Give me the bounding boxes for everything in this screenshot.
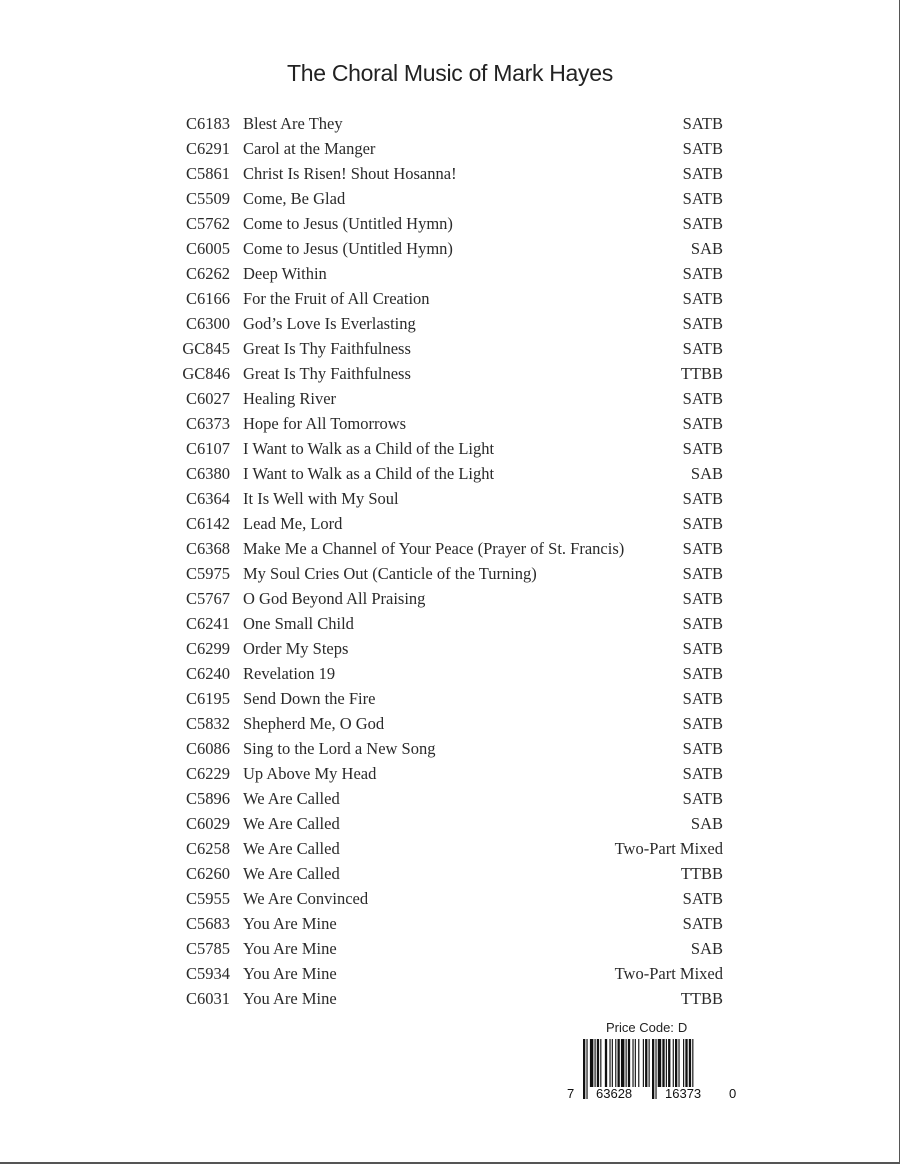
catalog-voicing: SATB (682, 439, 723, 458)
barcode-bar (685, 1039, 687, 1087)
barcode-bar (683, 1039, 684, 1087)
catalog-voicing: SAB (690, 239, 723, 258)
catalog-code: C5896 (185, 789, 230, 808)
catalog-voicing: SATB (682, 589, 723, 608)
catalog-voicing: SATB (682, 264, 723, 283)
barcode-bar (626, 1039, 627, 1087)
catalog-row (170, 736, 725, 761)
barcode-bar (668, 1039, 670, 1087)
catalog-code: C5785 (185, 939, 230, 958)
catalog-code: C6029 (185, 814, 230, 833)
catalog-code: C6183 (185, 114, 230, 133)
catalog-title: Great Is Thy Faithfulness (243, 339, 411, 358)
catalog-row (170, 936, 725, 961)
catalog-code: C6300 (185, 314, 230, 333)
price-code (606, 1020, 687, 1035)
catalog-code: C6373 (185, 414, 230, 433)
catalog-voicing: SATB (682, 189, 723, 208)
barcode-bar (632, 1039, 633, 1087)
catalog-voicing: SATB (682, 564, 723, 583)
catalog-title: I Want to Walk as a Child of the Light (243, 464, 495, 483)
barcode-bar (615, 1039, 616, 1087)
catalog-title: My Soul Cries Out (Canticle of the Turning) (243, 564, 537, 583)
catalog-title: Shepherd Me, O God (243, 714, 385, 733)
catalog-title: God’s Love Is Everlasting (243, 314, 416, 333)
barcode-bar (586, 1039, 587, 1099)
catalog-code: C6260 (185, 864, 230, 883)
catalog-title: Make Me a Channel of Your Peace (Prayer of St. Francis) (243, 539, 625, 558)
catalog-row (170, 886, 725, 911)
barcode-bar (643, 1039, 644, 1087)
catalog-title: Deep Within (243, 264, 327, 283)
catalog-title: I Want to Walk as a Child of the Light (243, 439, 495, 458)
barcode-bar (645, 1039, 647, 1087)
catalog-code: C6380 (185, 464, 230, 483)
barcode-bar (666, 1039, 667, 1087)
catalog-row (170, 836, 725, 861)
catalog-code: C6364 (185, 489, 230, 508)
catalog-voicing: SATB (682, 689, 723, 708)
catalog-voicing: SATB (682, 664, 723, 683)
catalog-row (170, 186, 725, 211)
catalog-title: Up Above My Head (243, 764, 377, 783)
catalog-code: C5767 (185, 589, 230, 608)
catalog-code: C6031 (185, 989, 230, 1008)
catalog-voicing: SATB (682, 764, 723, 783)
catalog-row (170, 986, 725, 1011)
barcode-bar (609, 1039, 610, 1087)
catalog-voicing: Two-Part Mixed (614, 964, 723, 983)
catalog-title: Revelation 19 (243, 664, 336, 683)
barcode-bar (692, 1039, 693, 1087)
catalog-code: C5934 (185, 964, 230, 983)
catalog-row (170, 661, 725, 686)
catalog-code: C6195 (185, 689, 230, 708)
catalog-title: Come to Jesus (Untitled Hymn) (243, 239, 453, 258)
catalog-code: C5509 (185, 189, 230, 208)
barcode-first-digit: 7 (567, 1086, 575, 1101)
catalog-voicing: SATB (682, 164, 723, 183)
catalog-voicing: SATB (682, 514, 723, 533)
catalog-voicing: SATB (682, 214, 723, 233)
catalog-row (170, 386, 725, 411)
catalog-voicing: SATB (682, 789, 723, 808)
barcode-left-group: 63628 (596, 1086, 633, 1101)
catalog-title: It Is Well with My Soul (243, 489, 399, 508)
catalog-title: Great Is Thy Faithfulness (243, 364, 411, 383)
catalog-row (170, 111, 725, 136)
price-code-value: D (677, 1020, 688, 1035)
catalog-row (170, 761, 725, 786)
catalog-voicing: SATB (682, 539, 723, 558)
catalog-code: C6291 (185, 139, 230, 158)
price-code-label: Price Code: (606, 1020, 674, 1035)
catalog-row (170, 511, 725, 536)
catalog-row (170, 436, 725, 461)
catalog-code: C6241 (185, 614, 230, 633)
catalog-code: C5762 (185, 214, 230, 233)
catalog-title: Come, Be Glad (243, 189, 346, 208)
catalog-code: C6240 (185, 664, 230, 683)
barcode-bar (655, 1039, 656, 1099)
catalog-code: C5832 (185, 714, 230, 733)
catalog-code: C5861 (185, 164, 230, 183)
catalog-voicing: TTBB (680, 864, 723, 883)
barcode-bar (618, 1039, 620, 1087)
catalog-row (170, 561, 725, 586)
catalog-code: C6166 (185, 289, 230, 308)
barcode-right-group: 16373 (665, 1086, 702, 1101)
catalog-code: C5975 (185, 564, 230, 583)
catalog-title: Lead Me, Lord (243, 514, 343, 533)
barcode-bar (658, 1039, 661, 1087)
catalog-list (170, 111, 725, 1011)
barcode-bar (678, 1039, 679, 1087)
catalog-row (170, 411, 725, 436)
barcode-bar (675, 1039, 677, 1087)
catalog-code: C6005 (185, 239, 230, 258)
catalog-voicing: SATB (682, 289, 723, 308)
catalog-voicing: SATB (682, 414, 723, 433)
barcode-check-digit: 0 (729, 1086, 737, 1101)
catalog-row (170, 461, 725, 486)
catalog-title: We Are Called (243, 814, 340, 833)
catalog-row (170, 336, 725, 361)
catalog-row (170, 486, 725, 511)
catalog-code: C6107 (185, 439, 230, 458)
page-title: The Choral Music of Mark Hayes (287, 60, 613, 86)
barcode-bar (600, 1039, 601, 1087)
catalog-voicing: SAB (690, 464, 723, 483)
catalog-title: We Are Convinced (243, 889, 369, 908)
catalog-title: You Are Mine (243, 989, 337, 1008)
catalog-row (170, 536, 725, 561)
barcode-bar (652, 1039, 654, 1099)
catalog-code: C6229 (185, 764, 230, 783)
barcode-bar (649, 1039, 650, 1087)
catalog-code: C5955 (185, 889, 230, 908)
catalog-title: Sing to the Lord a New Song (243, 739, 436, 758)
catalog-code: C6027 (185, 389, 230, 408)
barcode-bar (597, 1039, 599, 1087)
catalog-row (170, 911, 725, 936)
catalog-title: Hope for All Tomorrows (243, 414, 407, 433)
catalog-title: You Are Mine (243, 939, 337, 958)
catalog-row (170, 311, 725, 336)
catalog-row (170, 811, 725, 836)
catalog-code: C6142 (185, 514, 230, 533)
barcode-bar (621, 1039, 624, 1087)
catalog-voicing: SATB (682, 339, 723, 358)
barcode-bar (605, 1039, 607, 1087)
catalog-code: C6262 (185, 264, 230, 283)
barcode-bar (638, 1039, 639, 1087)
catalog-title: One Small Child (243, 614, 354, 633)
catalog-voicing: SATB (682, 114, 723, 133)
catalog-title: Christ Is Risen! Shout Hosanna! (243, 164, 457, 183)
barcode-bar (635, 1039, 636, 1087)
barcode-bar (689, 1039, 691, 1087)
catalog-voicing: Two-Part Mixed (614, 839, 723, 858)
catalog-code: C5683 (185, 914, 230, 933)
catalog-title: We Are Called (243, 839, 340, 858)
catalog-title: You Are Mine (243, 964, 337, 983)
catalog-code: GC846 (182, 364, 230, 383)
catalog-row (170, 361, 725, 386)
catalog-code: C6299 (185, 639, 230, 658)
barcode-bar (595, 1039, 596, 1087)
catalog-voicing: SAB (690, 814, 723, 833)
catalog-title: For the Fruit of All Creation (243, 289, 430, 308)
catalog-title: Send Down the Fire (243, 689, 376, 708)
catalog-title: Blest Are They (243, 114, 343, 133)
barcode-bar (612, 1039, 613, 1087)
catalog-title: Carol at the Manger (243, 139, 376, 158)
catalog-voicing: SATB (682, 489, 723, 508)
catalog-code: C6258 (185, 839, 230, 858)
catalog-row (170, 286, 725, 311)
catalog-title: O God Beyond All Praising (243, 589, 426, 608)
catalog-voicing: SAB (690, 939, 723, 958)
catalog-row (170, 161, 725, 186)
catalog-voicing: SATB (682, 614, 723, 633)
catalog-row (170, 586, 725, 611)
catalog-row (170, 261, 725, 286)
catalog-code: C6086 (185, 739, 230, 758)
catalog-voicing: SATB (682, 389, 723, 408)
catalog-voicing: TTBB (680, 989, 723, 1008)
catalog-row (170, 636, 725, 661)
catalog-voicing: SATB (682, 889, 723, 908)
barcode-bar (662, 1039, 664, 1087)
catalog-voicing: SATB (682, 639, 723, 658)
catalog-row (170, 236, 725, 261)
upc-barcode (563, 1037, 743, 1103)
catalog-voicing: SATB (682, 139, 723, 158)
catalog-title: You Are Mine (243, 914, 337, 933)
catalog-title: Healing River (243, 389, 337, 408)
catalog-voicing: SATB (682, 314, 723, 333)
catalog-row (170, 211, 725, 236)
barcode-bar (628, 1039, 630, 1087)
catalog-title: We Are Called (243, 864, 340, 883)
catalog-code: C6368 (185, 539, 230, 558)
catalog-code: GC845 (182, 339, 230, 358)
catalog-title: Order My Steps (243, 639, 349, 658)
catalog-title: Come to Jesus (Untitled Hymn) (243, 214, 453, 233)
catalog-row (170, 786, 725, 811)
catalog-title: We Are Called (243, 789, 340, 808)
barcode-bar (583, 1039, 585, 1099)
catalog-row (170, 861, 725, 886)
catalog-voicing: SATB (682, 739, 723, 758)
catalog-row (170, 711, 725, 736)
catalog-row (170, 136, 725, 161)
catalog-row (170, 611, 725, 636)
catalog-row (170, 961, 725, 986)
catalog-voicing: TTBB (680, 364, 723, 383)
catalog-voicing: SATB (682, 914, 723, 933)
catalog-row (170, 686, 725, 711)
barcode-bar (673, 1039, 674, 1087)
barcode-bar (590, 1039, 593, 1087)
catalog-voicing: SATB (682, 714, 723, 733)
